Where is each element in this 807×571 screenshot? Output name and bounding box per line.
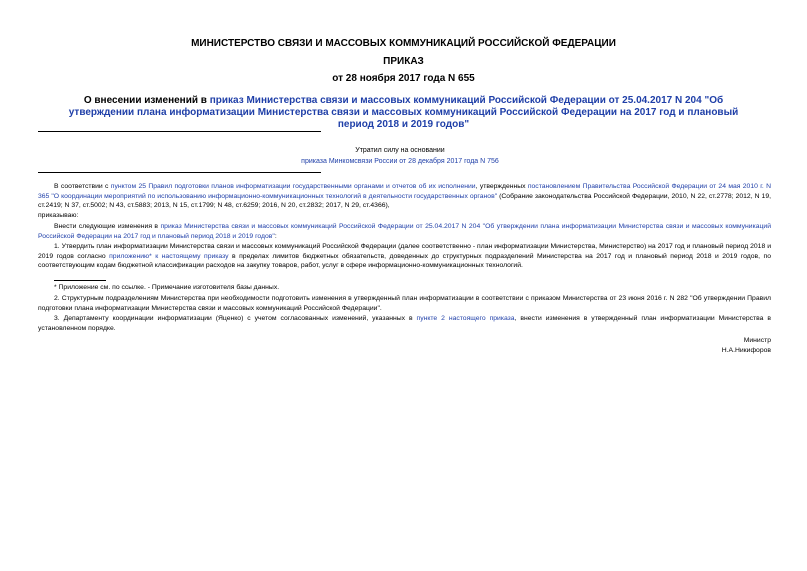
item-2-paragraph: 2. Структурным подразделениям Министерства при необходимости подготовить изменения в утвержденный план информатизации в соответствии с приказом Министерства от 23 июня 2016 г. N 282 "Об утверждении Правил подготовки плана информатизации Министерства связи и массовых коммуникаций Российской Федерации". bbox=[38, 295, 771, 312]
item-3-link[interactable]: пункте 2 настоящего приказа bbox=[416, 315, 515, 322]
status-note-line: Утратил силу на основании bbox=[355, 147, 445, 154]
item-3-paragraph: 3. Департаменту координации информатизации (Яценко) с учетом согласованных изменений, указанных в пункте 2 настоящего приказа, внести изменения в утвержденный план информатизации Министерства в установленном порядке. bbox=[38, 315, 771, 332]
item-1-paragraph: 1. Утвердить план информатизации Министерства связи и массовых коммуникаций Российской Федерации (далее соответственно - план информатизации Министерства, Министерство) на 2017 год и плановый период 2018 и 2019 годов согласно приложению* к настоящему приказу в пределах лимитов бюджетных обязательств, доведенных до структурных подразделений Министерства на 2017 год и плановый период 2018 и 2019 годов, по соответствующим кодам бюджетной классификации расходов на закупку товаров, работ, услуг в сфере информационно-коммуникационных технологий. bbox=[38, 243, 771, 270]
footnote: * Приложение см. по ссылке. - Примечание изготовителя базы данных. bbox=[54, 284, 280, 291]
order-keyword: приказываю: bbox=[38, 212, 79, 219]
amend-paragraph: Внести следующие изменения в приказ Министерства связи и массовых коммуникаций Российской Федерации от 25.04.2017 N 204 "Об утверждении плана информатизации Министерства связи и массовых коммуникаций Российской Федерации на 2017 год и плановый период 2018 и 2019 годов": bbox=[38, 223, 771, 240]
status-note bbox=[200, 145, 600, 167]
signature-block bbox=[500, 336, 771, 356]
status-note-link[interactable]: приказа Минкомсвязи России от 28 декабря 2017 года N 756 bbox=[301, 158, 499, 165]
ministry-heading: МИНИСТЕРСТВО СВЯЗИ И МАССОВЫХ КОММУНИКАЦИЙ РОССИЙСКОЙ ФЕДЕРАЦИИ bbox=[191, 38, 616, 49]
order-title bbox=[50, 95, 757, 131]
divider-top bbox=[38, 131, 321, 132]
footnote-divider bbox=[54, 280, 106, 281]
preamble-link-rules[interactable]: пунктом 25 Правил подготовки планов информатизации государственными органами и отчетов об их исполнении bbox=[110, 183, 476, 190]
order-date-number: от 28 ноября 2017 года N 655 bbox=[332, 73, 475, 84]
preamble-paragraph: В соответствии с пунктом 25 Правил подготовки планов информатизации государственными органами и отчетов об их исполнении, утвержденных постановлением Правительства Российской Федерации от 24 мая 2010 г. N 365 "О координации мероприятий по использованию информационно-коммуникационных технологий в деятельности государственных органов" (Собрание законодательства Российской Федерации, 2010, N 22, ст.2778; 2012, N 19, ст.2419; N 37, ст.5002; N 43, ст.5883; 2013, N 15, ст.1799; N 48, ст.6259; 2016, N 20, ст.2832; 2017, N 29, ст.4366), bbox=[38, 183, 772, 210]
item-1-link[interactable]: приложению* к настоящему приказу bbox=[109, 252, 229, 260]
signature-name: Н.А.Никифоров bbox=[721, 347, 771, 354]
divider-bottom bbox=[38, 172, 321, 173]
signature-position: Министр bbox=[743, 337, 771, 344]
amend-link[interactable]: приказ Министерства связи и массовых коммуникаций Российской Федерации от 25.04.2017 N 204 "Об утверждении плана информатизации Министерства связи и массовых коммуникаций Российской Федерации на 2017 год и плановый период 2018 и 2019 годов" bbox=[38, 223, 771, 240]
preamble-link-decree[interactable]: постановлением Правительства Российской Федерации от 24 мая 2010 г. N 365 "О координации мероприятий по использованию информационно-коммуникационных технологий в деятельности государственных органов" bbox=[38, 183, 772, 200]
title-link[interactable]: приказ Министерства связи и массовых коммуникаций Российской Федерации от 25.04.2017 N 204 "Об утверждении плана информатизации Министерства связи и массовых коммуникаций Российской Федерации на 2017 год и плановый период 2018 и 2019 годов" bbox=[68, 95, 739, 130]
title-prefix: О внесении изменений в bbox=[83, 95, 210, 106]
order-heading: ПРИКАЗ bbox=[383, 56, 424, 67]
